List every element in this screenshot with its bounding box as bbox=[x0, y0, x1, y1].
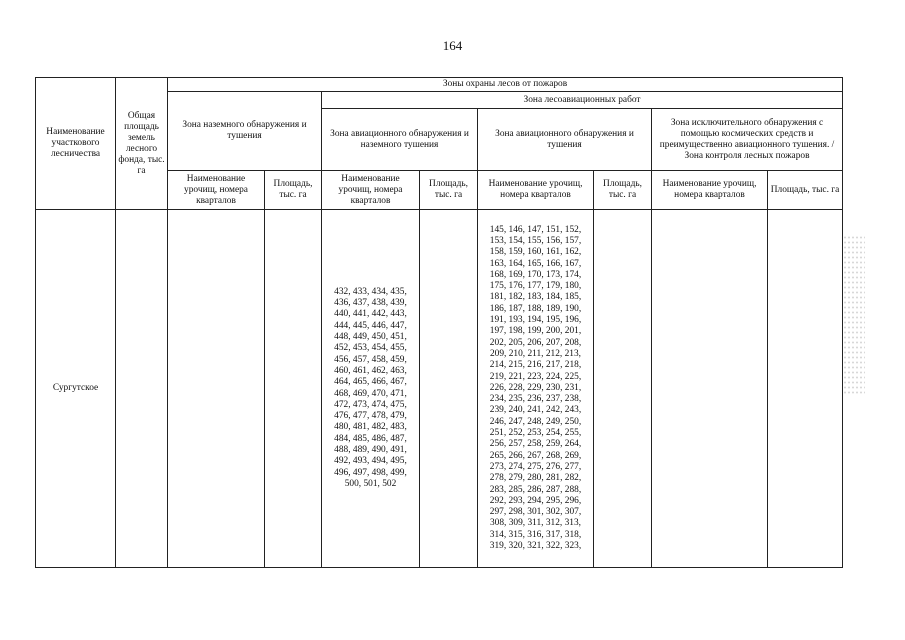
header-aviation-zone: Зона авиационного обнаружения и тушения bbox=[478, 109, 652, 171]
subheader-area: Площадь, тыс. га bbox=[420, 171, 478, 210]
table-row bbox=[36, 210, 843, 568]
subheader-quarters: Наименование урочищ, номера кварталов bbox=[322, 171, 420, 210]
header-space-zone: Зона исключительного обнаружения с помощью космических средств и преимущественно авиационного тушения. / Зона контроля лесных пожаров bbox=[652, 109, 843, 171]
scan-noise-mark bbox=[843, 235, 865, 395]
cell-aviation-quarters: 145, 146, 147, 151, 152, 153, 154, 155, 156, 157, 158, 159, 160, 161, 162, 163, 164, 165, 166, 167, 168, 169, 170, 173, 174, 175, 176, 177, 179, 180, 181, 182, 183, 184, 185, 186, 187, 188, 189, 190, 191, 193, 194, 195, 196, 197, 198, 199, 200, 201, 202, 205, 206, 207, 208, 209, 210, 211, 212, 213, 214, 215, 216, 217, 218, 219, 221, 223, 224, 225, 226, 228, 229, 230, 231, 234, 235, 236, 237, 238, 239, 240, 241, 242, 243, 246, 247, 248, 249, 250, 251, 252, 253, 254, 255, 256, 257, 258, 259, 264, 265, 266, 267, 268, 269, 273, 274, 275, 276, 277, 278, 279, 280, 281, 282, 283, 285, 286, 287, 288, 292, 293, 294, 295, 296, 297, 298, 301, 302, 307, 308, 309, 311, 312, 313, 314, 315, 316, 317, 318, 319, 320, 321, 322, 323, bbox=[478, 210, 594, 568]
cell-aviation-area bbox=[594, 210, 652, 568]
cell-ground-quarters bbox=[168, 210, 265, 568]
subheader-area: Площадь, тыс. га bbox=[768, 171, 843, 210]
subheader-area: Площадь, тыс. га bbox=[265, 171, 322, 210]
cell-space-area bbox=[768, 210, 843, 568]
header-fire-protection-zones: Зоны охраны лесов от пожаров bbox=[168, 78, 843, 92]
col-header-forestry-name: Наименование участкового лесничества bbox=[36, 78, 116, 210]
cell-total-area bbox=[116, 210, 168, 568]
cell-ground-area bbox=[265, 210, 322, 568]
header-aviation-ground-zone: Зона авиационного обнаружения и наземного тушения bbox=[322, 109, 478, 171]
col-header-total-area: Общая площадь земель лесного фонда, тыс. га bbox=[116, 78, 168, 210]
cell-aviation-ground-area bbox=[420, 210, 478, 568]
page-number: 164 bbox=[442, 38, 463, 53]
cell-space-quarters bbox=[652, 210, 768, 568]
cell-aviation-ground-quarters: 432, 433, 434, 435, 436, 437, 438, 439, 440, 441, 442, 443, 444, 445, 446, 447, 448, 449, 450, 451, 452, 453, 454, 455, 456, 457, 458, 459, 460, 461, 462, 463, 464, 465, 466, 467, 468, 469, 470, 471, 472, 473, 474, 475, 476, 477, 478, 479, 480, 481, 482, 483, 484, 485, 486, 487, 488, 489, 490, 491, 492, 493, 494, 495, 496, 497, 498, 499, 500, 501, 502 bbox=[322, 210, 420, 568]
header-aviation-works-zone: Зона лесоавиационных работ bbox=[322, 92, 843, 109]
subheader-quarters: Наименование урочищ, номера кварталов bbox=[478, 171, 594, 210]
header-ground-zone: Зона наземного обнаружения и тушения bbox=[168, 92, 322, 171]
subheader-area: Площадь, тыс. га bbox=[594, 171, 652, 210]
fire-zones-table bbox=[35, 77, 843, 568]
cell-forestry-name: Сургутское bbox=[36, 210, 116, 568]
subheader-quarters: Наименование урочищ, номера кварталов bbox=[168, 171, 265, 210]
subheader-quarters: Наименование урочищ, номера кварталов bbox=[652, 171, 768, 210]
